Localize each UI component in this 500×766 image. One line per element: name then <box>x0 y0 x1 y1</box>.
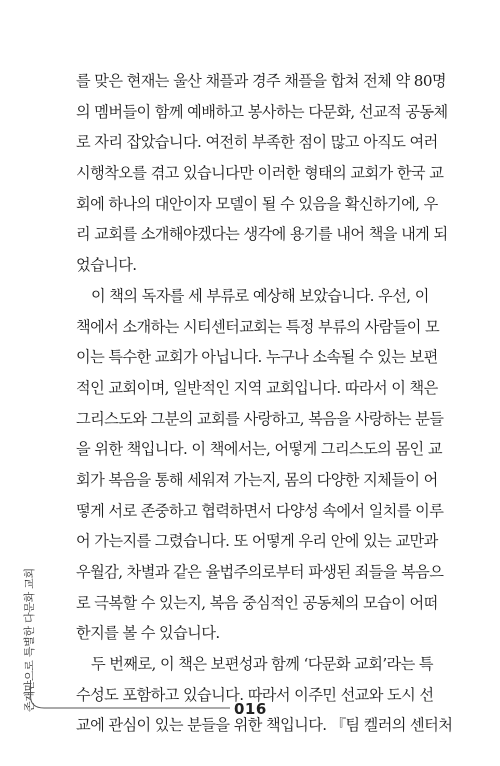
text-line: 교에 관심이 있는 분들을 위한 책입니다. 『팀 켈러의 센터처 <box>76 716 453 735</box>
text-line: 리 교회를 소개해야겠다는 생각에 용기를 내어 책을 내게 되 <box>76 225 448 244</box>
text-line: 시행착오를 겪고 있습니다만 이러한 형태의 교회가 한국 교 <box>76 164 444 183</box>
text-line: 를 맞은 현재는 울산 채플과 경주 채플을 합쳐 전체 약 80명 <box>76 72 446 90</box>
text-line: 적인 교회이며, 일반적인 지역 교회입니다. 따라서 이 책은 <box>76 378 438 397</box>
text-line: 을 위한 책입니다. 이 책에서는, 어떻게 그리스도의 몸인 교 <box>76 440 442 459</box>
text-line: 한지를 볼 수 있습니다. <box>76 624 220 643</box>
text-line: 우월감, 차별과 같은 율법주의로부터 파생된 죄들을 복음으 <box>76 563 444 581</box>
text-line: 이는 특수한 교회가 아닙니다. 누구나 소속될 수 있는 보편 <box>76 348 438 367</box>
text-line: 로 극복할 수 있는지, 복음 중심적인 공동체의 모습이 어떠 <box>76 593 438 612</box>
text-line: 두 번째로, 이 책은 보편성과 함께 ‘다문화 교회’라는 특 <box>91 655 433 674</box>
page-number: 016 <box>234 700 267 718</box>
text-line: 떻게 서로 존중하고 협력하면서 다양성 속에서 일치를 이루 <box>76 501 444 520</box>
running-book-title: 존재만으로 특별한 다문화 교회 <box>23 568 36 712</box>
text-line: 어 가는지를 그렸습니다. 또 어떻게 우리 안에 있는 교만과 <box>76 532 438 551</box>
text-line: 로 자리 잡았습니다. 여전히 부족한 점이 많고 아직도 여러 <box>76 133 438 152</box>
text-line: 회가 복음을 통해 세워져 가는지, 몸의 다양한 지체들이 어 <box>76 470 438 489</box>
text-line: 책에서 소개하는 시티센터교회는 특정 부류의 사람들이 모 <box>76 317 440 336</box>
text-line: 었습니다. <box>76 256 137 275</box>
body-text <box>76 66 453 741</box>
text-line: 그리스도와 그분의 교회를 사랑하고, 복음을 사랑하는 분들 <box>76 409 444 428</box>
text-line: 이 책의 독자를 세 부류로 예상해 보았습니다. 우선, 이 <box>91 286 429 305</box>
text-line: 의 멤버들이 함께 예배하고 봉사하는 다문화, 선교적 공동체 <box>76 102 448 121</box>
footer-decoration-curve <box>30 680 235 710</box>
text-line: 회에 하나의 대안이자 모델이 될 수 있음을 확신하기에, 우 <box>76 194 438 213</box>
text-line: 수성도 포함하고 있습니다. 따라서 이주민 선교와 도시 선 <box>76 685 434 704</box>
